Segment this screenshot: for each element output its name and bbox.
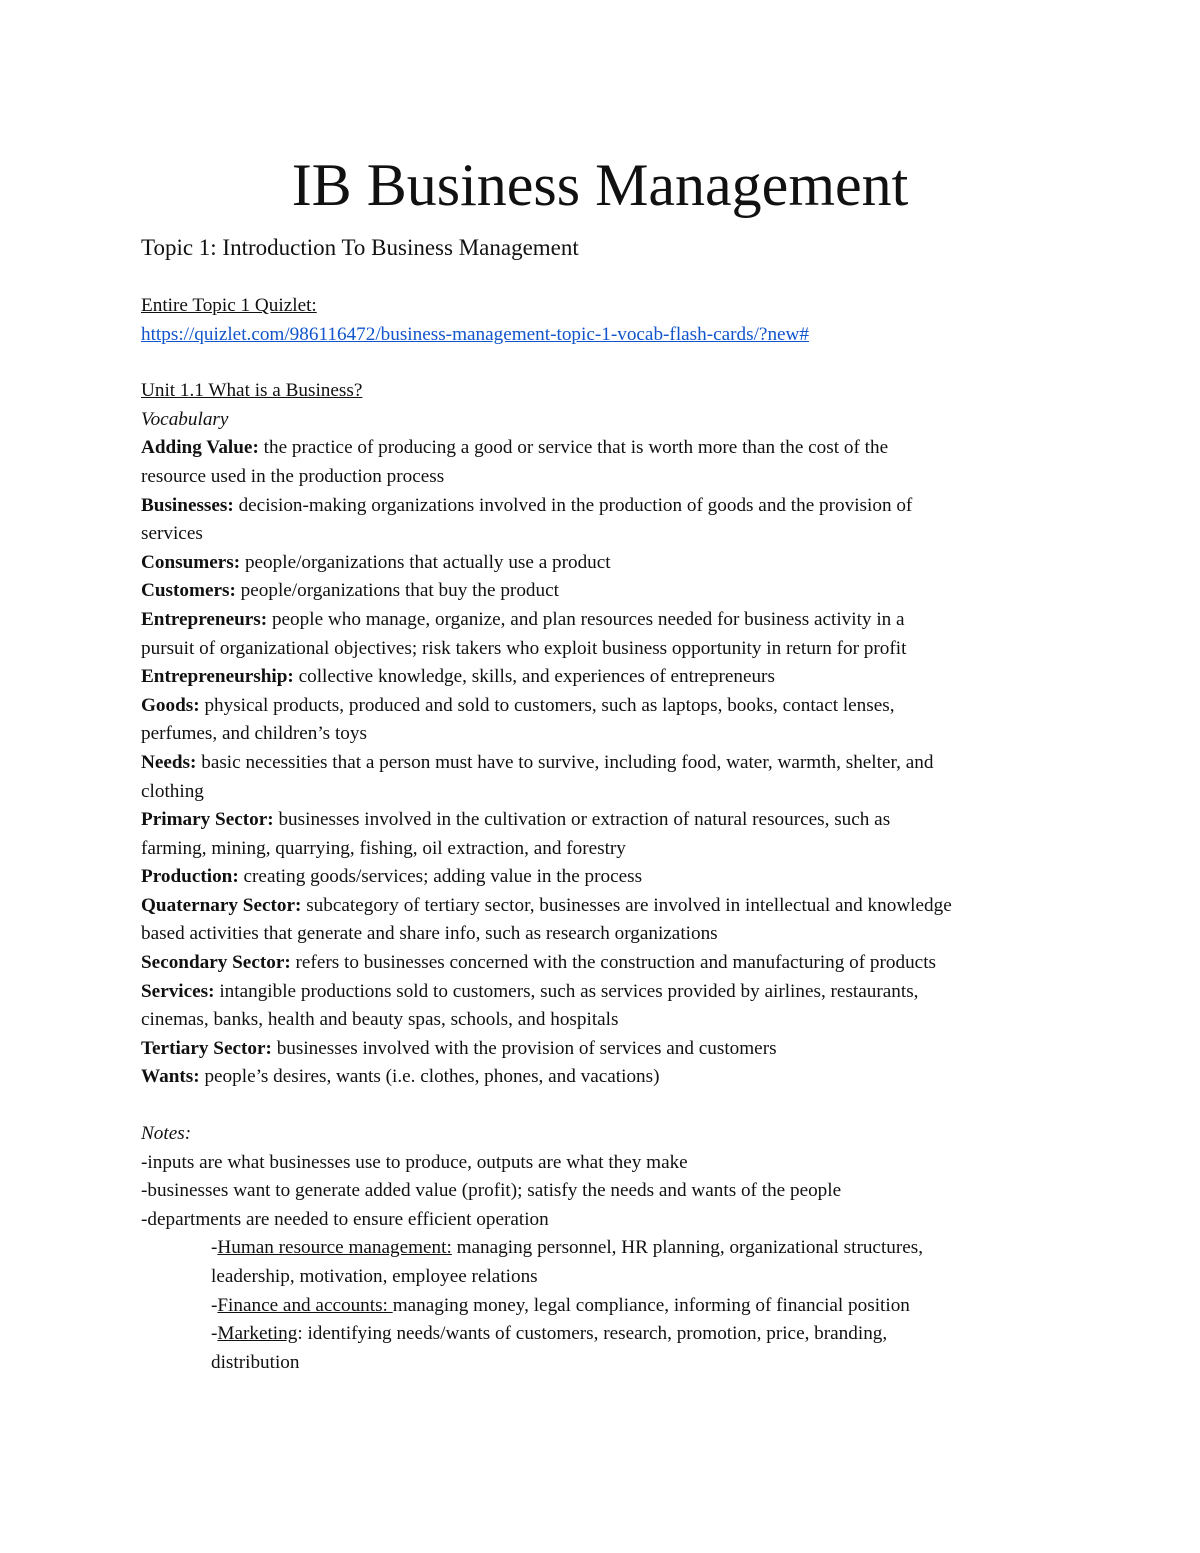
vocab-term: Goods:: [141, 694, 200, 716]
vocab-entry: [141, 1035, 1071, 1064]
note-sub-label: Marketing: [217, 1323, 298, 1345]
vocab-term: Consumers:: [141, 551, 241, 573]
vocab-term: Adding Value:: [141, 437, 259, 459]
vocab-term: Primary Sector:: [141, 809, 274, 831]
vocab-entry: [141, 749, 1071, 778]
note-item: -departments are needed to ensure efficient operation: [141, 1208, 549, 1230]
vocab-term: Needs:: [141, 751, 197, 773]
vocab-definition: physical products, produced and sold to customers, such as laptops, books, contact lenses,: [199, 694, 895, 716]
vocab-definition-continued: pursuit of organizational objectives; risk takers who exploit business opportunity in return for profit: [141, 637, 907, 659]
vocab-entry: [141, 978, 1071, 1007]
vocab-definition: businesses involved with the provision of services and customers: [271, 1037, 777, 1059]
note-sub-label: Human resource management:: [217, 1237, 452, 1259]
vocab-definition: people/organizations that actually use a product: [240, 551, 611, 573]
vocab-definition: collective knowledge, skills, and experiences of entrepreneurs: [293, 666, 775, 688]
vocab-definition: decision-making organizations involved in the production of goods and the provision of: [233, 494, 913, 516]
note-sub-text-continued: leadership, motivation, employee relations: [211, 1266, 538, 1287]
vocab-entry: [141, 549, 1071, 578]
vocab-definition-continued: cinemas, banks, health and beauty spas, schools, and hospitals: [141, 1009, 619, 1031]
note-sub-text-continued: distribution: [211, 1351, 300, 1373]
vocab-entry: [141, 1063, 1071, 1092]
document-title: IB Business Management: [291, 152, 909, 218]
note-sub-dash: -: [211, 1294, 218, 1316]
vocab-definition: people’s desires, wants (i.e. clothes, phones, and vacations): [199, 1066, 660, 1088]
vocab-entry: [141, 434, 1071, 463]
vocab-definition-continued: resource used in the production process: [141, 465, 445, 487]
vocab-definition: intangible productions sold to customers, such as services provided by airlines, restaurants,: [214, 980, 919, 1002]
vocab-term: Businesses:: [141, 494, 234, 516]
vocab-definition: subcategory of tertiary sector, businesses are involved in intellectual and knowledge: [301, 894, 952, 916]
quizlet-label: Entire Topic 1 Quizlet:: [141, 295, 317, 316]
vocab-entry: [141, 892, 1071, 921]
note-sub-dash: -: [211, 1237, 218, 1259]
topic-heading: Topic 1: Introduction To Business Management: [141, 235, 579, 260]
vocab-definition-continued: perfumes, and children’s toys: [141, 723, 367, 745]
note-sub-label: Finance and accounts:: [217, 1294, 393, 1316]
vocab-entry: [141, 949, 1071, 978]
vocab-entry: [141, 863, 1071, 892]
note-item: -inputs are what businesses use to produce, outputs are what they make: [141, 1151, 688, 1173]
vocab-definition: the practice of producing a good or service that is worth more than the cost of the: [258, 437, 889, 459]
vocab-definition: businesses involved in the cultivation or extraction of natural resources, such as: [273, 809, 891, 831]
vocab-definition-continued: services: [141, 523, 203, 545]
note-sub-text: : identifying needs/wants of customers, research, promotion, price, branding,: [297, 1323, 888, 1345]
notes-sub-list: [141, 1234, 1071, 1377]
vocab-entry: [141, 692, 1071, 721]
vocab-definition: creating goods/services; adding value in the process: [238, 866, 643, 888]
note-sub-item: [211, 1292, 1071, 1321]
vocab-term: Entrepreneurship:: [141, 666, 294, 688]
note-sub-text: managing money, legal compliance, informing of financial position: [392, 1294, 910, 1316]
vocab-term: Entrepreneurs:: [141, 608, 268, 630]
vocab-entry: [141, 806, 1071, 835]
vocab-entry: [141, 577, 1071, 606]
vocab-entry: [141, 606, 1071, 635]
vocab-term: Wants:: [141, 1066, 200, 1088]
vocab-definition: people who manage, organize, and plan resources needed for business activity in a: [267, 608, 905, 630]
vocab-term: Services:: [141, 980, 215, 1002]
vocabulary-list: [141, 434, 1071, 1092]
note-sub-item: [211, 1234, 1071, 1263]
vocab-term: Quaternary Sector:: [141, 894, 302, 916]
vocab-term: Secondary Sector:: [141, 952, 291, 974]
vocab-definition: refers to businesses concerned with the construction and manufacturing of products: [290, 952, 936, 974]
vocab-term: Tertiary Sector:: [141, 1037, 272, 1059]
vocab-definition: basic necessities that a person must have to survive, including food, water, warmth, shelter, and: [196, 751, 934, 773]
note-item: -businesses want to generate added value (profit); satisfy the needs and wants of the people: [141, 1180, 842, 1202]
document-page: [141, 150, 1071, 1377]
vocab-entry: [141, 663, 1071, 692]
vocab-term: Customers:: [141, 580, 236, 602]
unit-heading: Unit 1.1 What is a Business?: [141, 380, 363, 402]
vocab-definition: people/organizations that buy the product: [235, 580, 559, 602]
vocab-term: Production:: [141, 866, 239, 888]
vocabulary-heading: Vocabulary: [141, 408, 229, 430]
note-sub-text: managing personnel, HR planning, organizational structures,: [451, 1237, 924, 1259]
vocab-definition-continued: based activities that generate and share info, such as research organizations: [141, 923, 718, 945]
quizlet-link[interactable]: https://quizlet.com/986116472/business-management-topic-1-vocab-flash-cards/?new#: [141, 323, 810, 345]
vocab-definition-continued: farming, mining, quarrying, fishing, oil extraction, and forestry: [141, 837, 626, 859]
notes-heading: Notes:: [141, 1123, 192, 1145]
notes-list: [141, 1149, 1071, 1235]
note-sub-dash: -: [211, 1323, 218, 1345]
vocab-definition-continued: clothing: [141, 780, 204, 802]
note-sub-item: [211, 1320, 1071, 1349]
vocab-entry: [141, 492, 1071, 521]
